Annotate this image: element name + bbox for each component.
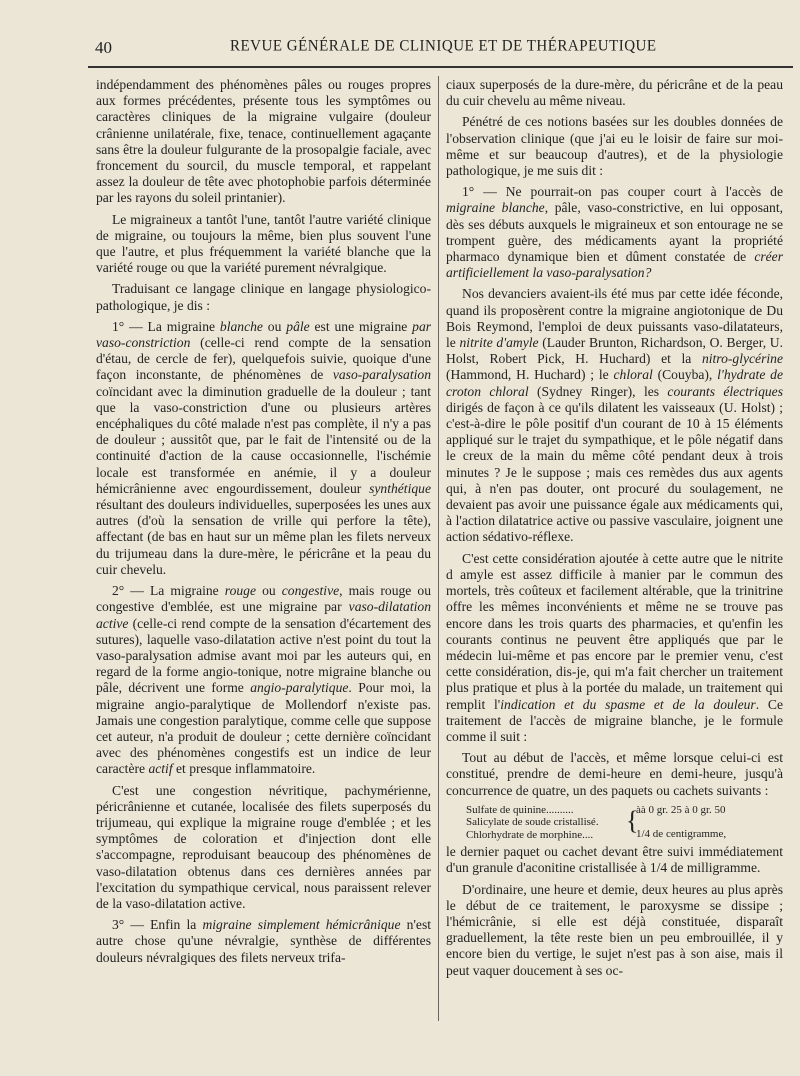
formula-ingredients (466, 804, 626, 842)
left-paragraph-5: 2° — La migraine rouge ou congestive, mais rouge ou congestive d'emblée, est une migraine par vaso-dilatation active (celle-ci rend compte de la sensation d'écartement des sutures), laquelle vaso-dilatation active n'est point du tout la vaso-paralysation admise avant moi par les auteurs qui, en regard de la forme angio-tonique, notre migraine blanche ou pâle, décrivent une forme angio-paralytique. Pour moi, la migraine angio-paralytique de Mollendorf n'existe pas. Jamais une congestion paralytique, comme celle que suppose cet auteur, n'a produit de douleur ; cette dernière coïncidant avec des phénomènes congestifs est un indice de leur caractère actif et presque inflammatoire. (96, 583, 431, 777)
formula-ingredient: Salicylate de soude cristallisé. (466, 816, 599, 829)
formula-brace: { (626, 805, 639, 835)
formula-dose: àà 0 gr. 25 à 0 gr. 50 (636, 803, 726, 816)
right-paragraph-5: C'est cette considération ajoutée à cette autre que le nitrite d amyle est assez difficile à manier par le commun des mortels, très coûteux et facilement altérable, que la trinitrine offre les mêmes inconvénients et même ne se trouve pas encore dans les trois quarts des pharmacies, et qu'enfin les courants continus ne peuvent être appliqués que par le médecin lui-même et pas encore par le premier venu, c'est cette considération, dis-je, qui m'a fait chercher un traitement plus pratique et plus à la portée du malade, un traitement qui remplit l'indication et du spasme et de la douleur. Ce traitement de l'accès de migraine blanche, je le formule comme il suit : (446, 550, 783, 744)
left-paragraph-3: Traduisant ce langage clinique en langage physiologico-pathologique, je dis : (96, 281, 431, 313)
left-column (96, 77, 431, 971)
formula-dose: 1/4 de centigramme, (636, 828, 727, 841)
right-paragraph-4: Nos devanciers avaient-ils été mus par cette idée féconde, quand ils proposèrent contre la migraine angiotonique de Du Bois Reymond, l'emploi de deux puissants vaso-dilatateurs, le nitrite d'amyle (Lauder Brunton, Richardson, O. Berger, U. Holst, Robert Pick, H. Huchard) et la nitro-glycérine (Hammond, H. Huchard) ; le chloral (Couyba), l'hydrate de croton chloral (Sydney Ringer), les courants électriques dirigés de façon à ce qu'ils dilatent les vaisseaux (U. Holst) ; c'est-à-dire le pôle positif d'un courant de 10 à 15 éléments appliqué sur le trajet du sympathique, et le pôle négatif dans le creux de la main du même côté pendant deux à trois minutes ? Je le suppose ; mais ces remèdes dus aux agents qui, à n'en pas douter, ont procuré du soulagement, ne devaient pas avoir une puissance égale aux médicaments qui, à l'action dilatatrice active ou passive vasculaire, joignent une action sédativo-réflexe. (446, 286, 783, 545)
right-paragraph-7: le dernier paquet ou cachet devant être suivi immédiatement d'un granule d'aconitine cristallisée à 1/4 de milligramme. (446, 844, 783, 876)
page-number: 40 (95, 38, 112, 57)
formula-ingredient: Sulfate de quinine.......... (466, 803, 574, 816)
right-paragraph-2: Pénétré de ces notions basées sur les doubles données de l'observation clinique (que j'ai eu le loisir de faire sur moi-même et sur beaucoup d'autres), et de la physiologie pathologique, je me suis dit : (446, 114, 783, 179)
right-paragraph-8: D'ordinaire, une heure et demie, deux heures au plus après le début de ce traitement, le paroxysme se dissipe ; l'hémicrânie, si elle est déjà constituée, disparaît graduellement, la tête reste bien un peu embrouillée, il y encore bien du vertige, le sujet n'est pas à son aise, mais il peut vaquer doucement à ses oc- (446, 881, 783, 978)
right-paragraph-3: 1° — Ne pourrait-on pas couper court à l'accès de migraine blanche, pâle, vaso-constrictive, en lui opposant, dès ses débuts auxquels le migraineux et son entourage ne se trompent guère, des médicaments ayant la propriété pharmaco dynamique bien et dûment constatée de créer artificiellement la vaso-paralysation? (446, 184, 783, 281)
right-column (446, 77, 783, 984)
left-paragraph-4: 1° — La migraine blanche ou pâle est une migraine par vaso-constriction (celle-ci rend compte de la sensation d'étau, de cercle de fer), quelquefois suivie, quoique d'une façon inconstante, de phénomènes de vaso-paralysation coïncidant avec la diminution graduelle de la douleur ; tant que la vaso-constriction d'une ou plusieurs artères encéphaliques du côté malade n'est pas complète, il n'y a pas de douleur ; aussitôt que, par le fait de l'intensité ou de la continuité d'action de la cause occasionnelle, l'ischémie locale est transformée en anémie, il y a douleur hémicrânienne avec engourdissement, douleur synthétique résultant des douleurs individuelles, superposées les unes aux autres (d'où la sensation de vrille qui perfore la tête), affectant (de bas en haut sur un même plan les filets nerveux du trijumeau dans la dure-mère, le péricrâne et la peau du cuir chevelu. (96, 318, 432, 577)
column-divider (438, 76, 439, 1021)
right-paragraph-1: ciaux superposés de la dure-mère, du péricrâne et de la peau du cuir chevelu au même niveau. (446, 77, 783, 109)
prescription-formula (466, 804, 783, 842)
header-rule (88, 66, 793, 68)
formula-doses (636, 804, 783, 842)
right-paragraph-6: Tout au début de l'accès, et même lorsque celui-ci est constitué, prendre de demi-heure en demi-heure, jusqu'à concurrence de quatre, un des paquets ou cachets suivants : (446, 750, 783, 798)
left-paragraph-1: indépendamment des phénomènes pâles ou rouges propres aux formes précédentes, présente tous les symptômes ou caractères cliniques de la migraine vulgaire (douleur crânienne unilatérale, fixe, tenace, continuellement agaçante sans être la douleur fulgurante de la prosopalgie faciale, avec froncement du sourcil, du muscle temporal, et rappelant assez la douleur de tête avec photophobie parfois déterminée par les rayons du soleil printanier). (96, 77, 431, 206)
formula-ingredient: Chlorhydrate de morphine.... (466, 828, 594, 841)
left-paragraph-7: 3° — Enfin la migraine simplement hémicrânique n'est autre chose qu'une névralgie, synthèse de différentes douleurs névralgiques des filets nerveux trifa- (96, 917, 432, 965)
left-paragraph-6: C'est une congestion névritique, pachymérienne, péricrânienne et cutanée, localisée des filets superposés du trijumeau, qui explique la migraine rouge d'emblée ; et les symptômes de coloration et d'injection dont elle s'accompagne, reproduisant beaucoup des phénomènes de vaso-dilatation obtenus dans ces dernières années par l'excitation du sympathique cervical, nous paraissent relever de la vaso-dilatation active. (96, 782, 431, 911)
left-paragraph-2: Le migraineux a tantôt l'une, tantôt l'autre variété clinique de migraine, ou toujours la même, bien plus souvent l'une que l'autre, et plus fréquemment la variété blanche que la variété rouge ou que la variété purement névralgique. (96, 211, 431, 276)
running-title: REVUE GÉNÉRALE DE CLINIQUE ET DE THÉRAPEUTIQUE (230, 37, 657, 55)
